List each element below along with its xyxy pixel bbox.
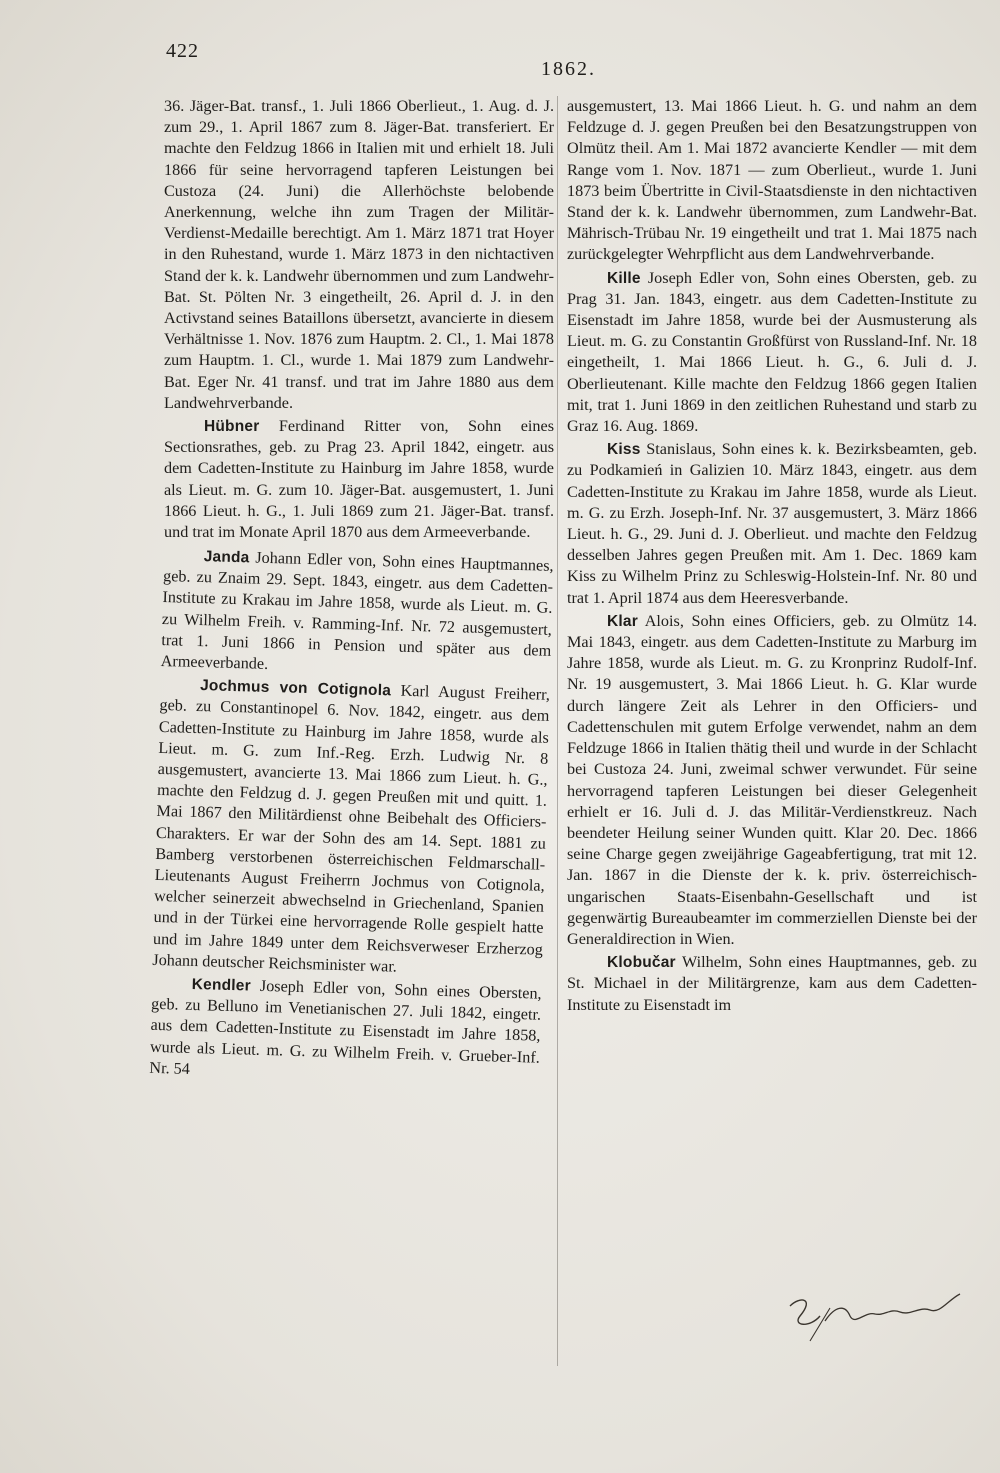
entry-text: Alois, Sohn eines Officiers, geb. zu Olmütz 14. Mai 1843, eingetr. aus dem Cadetten-Institute zu Marburg im Jahre 1858, wurde als Lieut. m. G. zu Kronprinz Rudolf-Inf. Nr. 19 ausgemustert, 3. Mai 1866 Lieut. h. G. Klar wurde durch längere Zeit als Lehrer in den Officiers- und Cadettenschulen mit gutem Erfolge verwendet, nahm an dem Feldzuge 1866 in Italien thätig theil und wurde in der Schlacht bei Custoza 24. Juni, zweimal schwer verwundet. Für seine hervorragend tapferen Leistungen bei dieser Gelegenheit erhielt er 16. Juli d. J. das Militär-Verdienstkreuz. Nach beendeter Heilung seiner Wunden quitt. Klar 20. Dec. 1866 seine Charge gegen zweijährige Gageabfertigung, trat mit 12. Jan. 1867 in die Dienste der k. k. priv. österreichisch-ungarischen Staats-Eisenbahn-Gesellschaft und ist gegenwärtig Bureaubeamter im commerziellen Dienste bei der Generaldirection in Wien.: [567, 611, 977, 948]
entry-surname: Jochmus von Cotignola: [199, 677, 392, 700]
entry-surname: Hübner: [204, 418, 260, 436]
right-column: [567, 96, 977, 1018]
entry-surname: Klar: [607, 612, 638, 630]
entry-surname: Kendler: [191, 976, 252, 995]
entry-text: Karl August Freiherr, geb. zu Constantinopel 6. Nov. 1842, eingetr. aus dem Cadetten-Institute zu Hainburg im Jahre 1858, wurde als Lieut. m. G. zum Inf.-Reg. Erzh. Ludwig Nr. 8 ausgemustert, avancierte 13. Mai 1866 zum Lieut. h. G., machte den Feldzug d. J. gegen Preußen mit und quitt. 1. Mai 1867 den Militärdienst ohne Beibehalt des Officiers-Charakters. Er war der Sohn des am 14. Sept. 1881 zu Bamberg verstorbenen österreichischen Feldmarschall-Lieutenants August Freiherrn Jochmus von Cotignola, welcher seinerzeit abwechselnd in Griechenland, Spanien und in der Türkei eine hervorragende Rolle gespielt hatte und im Jahre 1849 unter dem Reichsverweser Erzherzog Johann deutscher Reichsminister war.: [152, 681, 551, 976]
entry-janda: [160, 545, 553, 683]
entry-continuation: ausgemustert, 13. Mai 1866 Lieut. h. G. und nahm an dem Feldzuge d. J. gegen Preußen bei den Besatzungstruppen von Olmütz theil. Am 1. Mai 1872 avancierte Kendler — mit dem Range vom 1. Nov. 1871 — zum Oberlieut., wurde 1. Juni 1873 beim Übertritte in Civil-Staatsdienste in den nichtactiven Stand der k. k. Landwehr übernommen, zum Landwehr-Bat. Mährisch-Trübau Nr. 19 eingetheilt und trat 1. Mai 1875 nach zurückgelegter Wehrpflicht aus dem Landwehrverbande.: [567, 97, 977, 264]
column-divider: [557, 96, 558, 1366]
entry-kiss: [567, 439, 977, 609]
entry-jochmus: [152, 674, 550, 982]
entry-surname: Kille: [607, 269, 641, 287]
entry-text: Joseph Edler von, Sohn eines Obersten, geb. zu Belluno im Venetianischen 27. Juli 1842, eingetr. aus dem Cadetten-Institute zu Eisenstadt im Jahre 1858, wurde als Lieut. m. G. zu Wilhelm Freih. v. Grueber-Inf. Nr. 54: [149, 976, 542, 1079]
entry-surname: Janda: [203, 548, 250, 567]
entry-text: Joseph Edler von, Sohn eines Obersten, geb. zu Prag 31. Jan. 1843, eingetr. aus dem Cadetten-Institute zu Eisenstadt im Jahre 1858, wurde bei der Ausmusterung als Lieut. m. G. zu Constantin Großfürst von Russland-Inf. Nr. 18 eingetheilt, 1. Mai 1866 Lieut. h. G., 6. Juli d. J. Oberlieutenant. Kille machte den Feldzug 1866 gegen Italien mit, trat 1. Juni 1869 in den zeitlichen Ruhestand und starb zu Graz 16. Aug. 1869.: [567, 268, 977, 436]
entry-kendler: [149, 973, 542, 1090]
entry-text: Stanislaus, Sohn eines k. k. Bezirksbeamten, geb. zu Podkamień in Galizien 10. März 1843, eingetr. aus dem Cadetten-Institute zu Krakau im Jahre 1858, wurde als Lieut. m. G. zu Erzh. Joseph-Inf. Nr. 37 ausgemustert, 3. März 1866 Lieut. h. G., 29. Juni d. J. Oberlieut. und machte den Feldzug desselben Jahres gegen Preußen mit. Am 1. Dec. 1869 kam Kiss zu Wilhelm Prinz zu Schleswig-Holstein-Inf. Nr. 80 und trat 1. April 1874 aus dem Heeresverbande.: [567, 440, 977, 607]
entry-text: Wilhelm, Sohn eines Hauptmannes, geb. zu St. Michael in der Militärgrenze, kam aus dem Cadetten-Institute zu Eisenstadt im: [567, 953, 977, 1014]
entry-text: Ferdinand Ritter von, Sohn eines Sectionsrathes, geb. zu Prag 23. April 1842, eingetr. aus dem Cadetten-Institute zu Hainburg im Jahre 1858, wurde als Lieut. m. G. zum 10. Jäger-Bat. ausgemustert, 1. Juni 1866 Lieut. h. G., 1. Juli 1869 zum 21. Jäger-Bat. transf. und trat im Monate April 1870 aus dem Armeeverbande.: [164, 417, 554, 542]
entry-klar: [567, 611, 977, 950]
entry-kille: [567, 268, 977, 438]
running-header-year: 1862.: [541, 58, 596, 80]
page-number: 422: [166, 40, 199, 62]
left-column-lower: [149, 545, 554, 1090]
handwritten-signature: [770, 1286, 970, 1346]
entry-text: Johann Edler von, Sohn eines Hauptmannes, geb. zu Znaim 29. Sept. 1843, eingetr. aus dem Cadetten-Institute zu Krakau im Jahre 1858, wurde als Lieut. m. G. zu Wilhelm Freih. v. Ramming-Inf. Nr. 72 ausgemustert, trat 1. Juni 1866 in Pension und später aus dem Armeeverbande.: [160, 548, 554, 674]
entry-surname: Klobučar: [607, 954, 676, 972]
entry-klobucar: [567, 952, 977, 1016]
entry-huebner: [164, 416, 554, 543]
entry-continuation: 36. Jäger-Bat. transf., 1. Juli 1866 Oberlieut., 1. Aug. d. J. zum 29., 1. April 1867 zum 8. Jäger-Bat. transferiert. Er machte den Feldzug 1866 in Italien mit und erhielt 18. Juli 1866 für seine hervorragend tapferen Leistungen bei Custoza (24. Juni) die Allerhöchste belobende Anerkennung, welche ihn zum Tragen der Militär-Verdienst-Medaille berechtigt. Am 1. März 1871 trat Hoyer in den Ruhestand, wurde 1. März 1873 in den nichtactiven Stand der k. k. Landwehr übernommen und zum Landwehr-Bat. St. Pölten Nr. 3 eingetheilt, 26. April d. J. in den Activstand seines Bataillons übersetzt, avancierte in diesem Verhältnisse 1. Nov. 1876 zum Hauptm. 2. Cl., 1. Mai 1878 zum Hauptm. 1. Cl., wurde 1. Mai 1879 zum Landwehr-Bat. Eger Nr. 41 transf. und trat im Jahre 1880 aus dem Landwehrverbande.: [164, 97, 554, 412]
entry-surname: Kiss: [607, 441, 641, 459]
left-column: [149, 96, 554, 1081]
